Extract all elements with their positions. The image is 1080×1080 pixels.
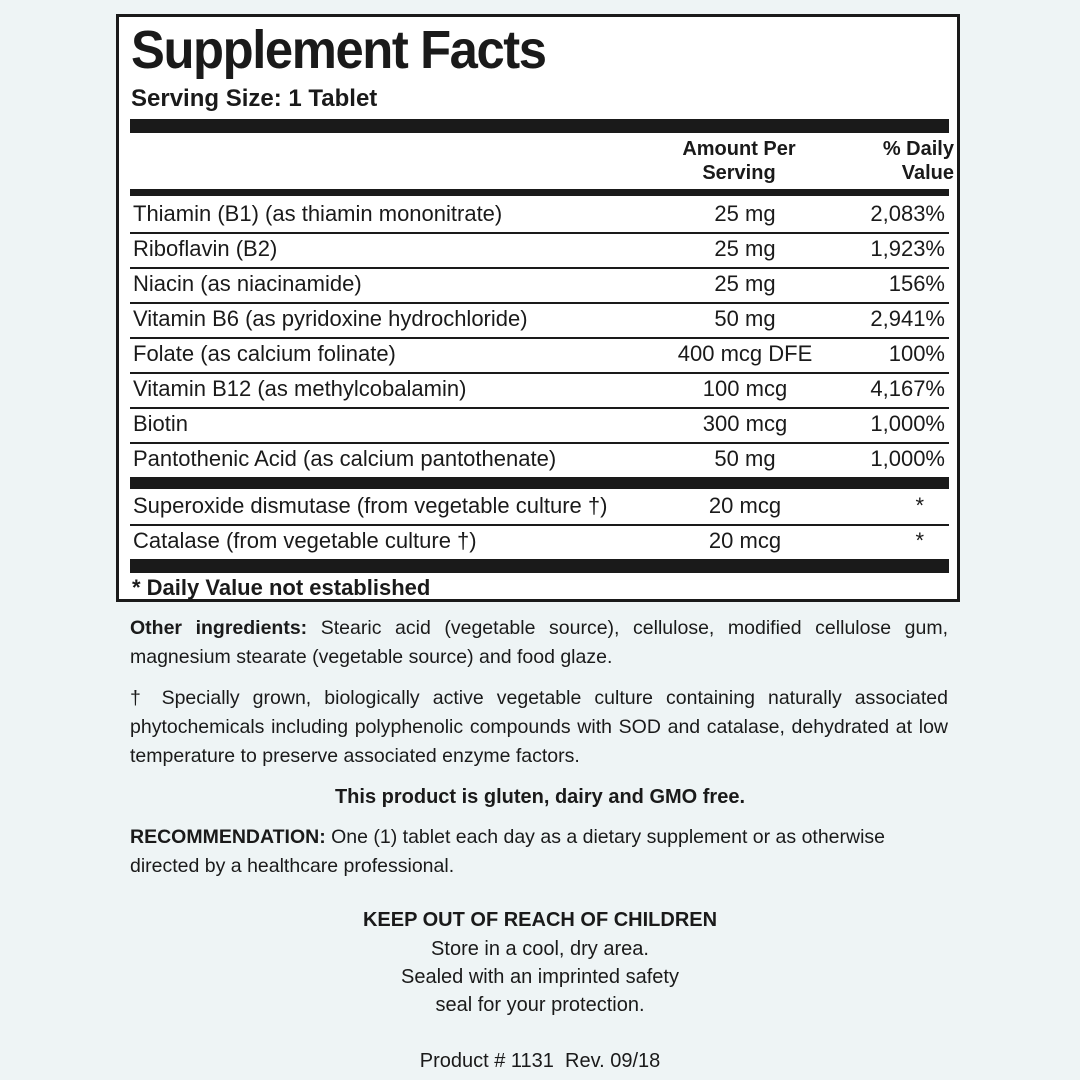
nutrient-amount: 400 mcg DFE: [677, 341, 813, 366]
nutrient-daily-value: *: [915, 528, 924, 553]
nutrient-name: Niacin (as niacinamide): [133, 271, 362, 296]
nutrient-daily-value: 1,000%: [870, 411, 945, 436]
nutrient-name: Vitamin B12 (as methylcobalamin): [133, 376, 467, 401]
column-header-dv-line1: % Daily: [882, 138, 954, 160]
product-code: Product # 1131 Rev. 09/18: [419, 1050, 661, 1072]
recommendation-text: One (1) tablet each day as a dietary supplement or as otherwise directed by a healthcare professional.: [130, 826, 886, 877]
other-ingredients-label: Other ingredients:: [130, 617, 308, 639]
nutrient-row: [130, 407, 949, 444]
thick-divider-bottom: [130, 559, 949, 573]
nutrient-row: [130, 489, 949, 526]
nutrient-daily-value: *: [915, 493, 924, 518]
serving-size: Serving Size: 1 Tablet: [131, 85, 378, 112]
seal-line-1: Sealed with an imprinted safety: [401, 966, 679, 988]
nutrient-daily-value: 2,083%: [870, 201, 945, 226]
nutrient-name: Biotin: [133, 411, 189, 436]
nutrient-name: Pantothenic Acid (as calcium pantothenate): [133, 446, 557, 471]
nutrient-daily-value: 100%: [888, 341, 945, 366]
nutrient-daily-value: 156%: [888, 271, 945, 296]
nutrient-row: [130, 372, 949, 409]
thick-divider-top: [130, 119, 949, 133]
column-header-dv-line2: Value: [901, 162, 954, 184]
nutrient-row: [130, 302, 949, 339]
nutrient-row: [130, 337, 949, 374]
nutrient-daily-value: 2,941%: [870, 306, 945, 331]
nutrient-name: Catalase (from vegetable culture †): [133, 528, 477, 553]
recommendation: [130, 823, 950, 881]
other-ingredients-text: Stearic acid (vegetable source), cellulose, modified cellulose gum, magnesium stearate (vegetable source) and food glaze.: [130, 617, 948, 668]
nutrient-name: Folate (as calcium folinate): [133, 341, 396, 366]
nutrient-amount: 100 mcg: [702, 376, 788, 401]
free-from-statement: This product is gluten, dairy and GMO free.: [334, 786, 746, 808]
nutrient-amount: 25 mg: [714, 201, 776, 226]
storage-line: Store in a cool, dry area.: [431, 938, 649, 960]
nutrient-name: Vitamin B6 (as pyridoxine hydrochloride): [133, 306, 528, 331]
nutrient-amount: 25 mg: [714, 271, 776, 296]
nutrient-amount: 20 mcg: [708, 493, 782, 518]
nutrient-name: Riboflavin (B2): [133, 236, 278, 261]
nutrient-row: [130, 442, 949, 477]
nutrient-amount: 50 mg: [714, 306, 776, 331]
nutrient-amount: 300 mcg: [702, 411, 788, 436]
panel-title: Supplement Facts: [131, 20, 546, 80]
nutrient-amount: 20 mcg: [708, 528, 782, 553]
nutrient-daily-value: 1,923%: [870, 236, 945, 261]
column-header-amount-line1: Amount Per: [682, 138, 796, 160]
nutrient-name: Thiamin (B1) (as thiamin mononitrate): [133, 201, 503, 226]
daily-value-footnote: * Daily Value not established: [132, 575, 431, 600]
nutrient-row: [130, 232, 949, 269]
nutrient-name: Superoxide dismutase (from vegetable culture †): [133, 493, 608, 518]
dagger-note: † Specially grown, biologically active vegetable culture containing naturally associated phytochemicals including polyphenolic compounds with SOD and catalase, dehydrated at low temperature to preserve associated enzyme factors.: [130, 687, 948, 767]
seal-line-2: seal for your protection.: [435, 994, 645, 1016]
column-header-amount-line2: Serving: [702, 162, 776, 184]
nutrient-amount: 50 mg: [714, 446, 776, 471]
other-ingredients: [130, 614, 948, 672]
supplement-facts-panel: [116, 14, 960, 602]
section-divider: [130, 477, 949, 489]
column-header-daily-value: [859, 137, 954, 185]
nutrient-amount: 25 mg: [714, 236, 776, 261]
nutrient-daily-value: 4,167%: [870, 376, 945, 401]
nutrient-daily-value: 1,000%: [870, 446, 945, 471]
nutrient-row: [130, 524, 949, 559]
nutrient-row: [130, 267, 949, 304]
warning-heading: KEEP OUT OF REACH OF CHILDREN: [362, 909, 718, 931]
header-divider: [130, 189, 949, 196]
column-header-amount: [674, 137, 804, 185]
nutrient-row: [130, 197, 949, 234]
recommendation-label: RECOMMENDATION:: [130, 826, 326, 848]
